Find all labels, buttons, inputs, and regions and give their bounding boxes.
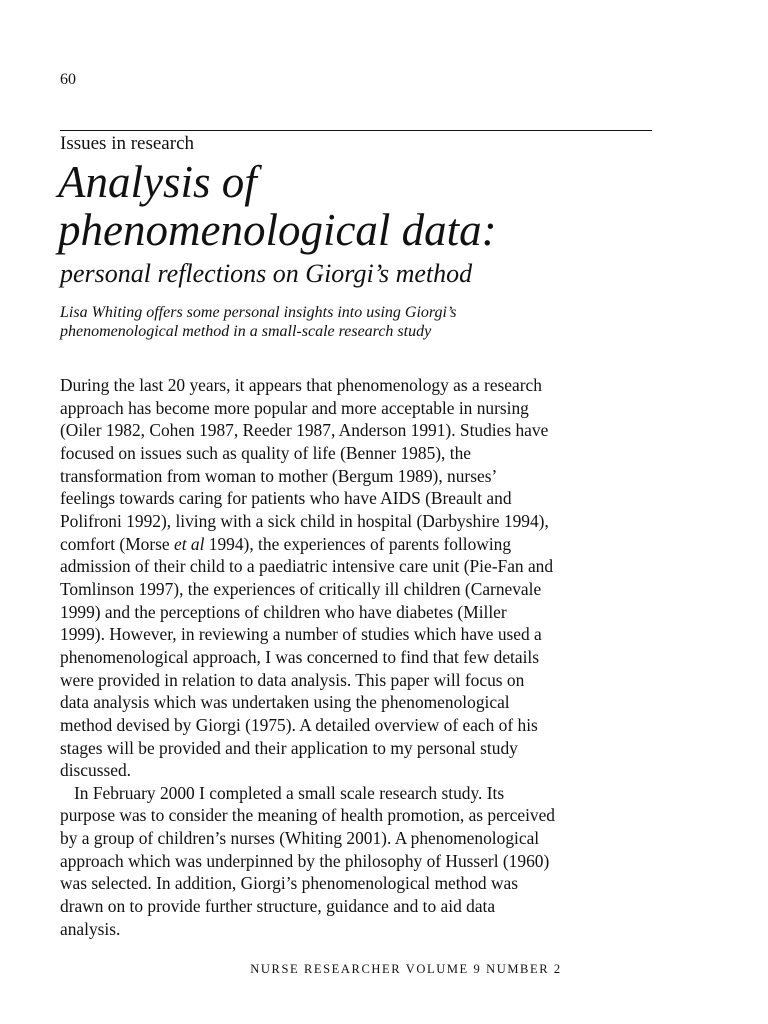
body-line: purpose was to consider the meaning of health promotion, as perceived: [60, 805, 556, 826]
journal-footer: NURSE RESEARCHER VOLUME 9 NUMBER 2: [250, 962, 562, 976]
page-number: 60: [60, 71, 76, 88]
body-line: Tomlinson 1997), the experiences of critically ill children (Carnevale: [60, 578, 542, 599]
body-line: discussed.: [60, 760, 132, 781]
body-line: During the last 20 years, it appears that phenomenology as a research: [60, 375, 542, 395]
body-line: was selected. In addition, Giorgi’s phenomenological method was: [60, 873, 519, 894]
standfirst-line: phenomenological method in a small-scale research study: [60, 323, 432, 340]
body-line: Polifroni 1992), living with a sick child in hospital (Darbyshire 1994),: [60, 510, 549, 531]
paragraph-2: [60, 782, 660, 941]
body-line: In February 2000 I completed a small scale research study. Its: [74, 782, 505, 803]
comfort-text-before: comfort (Morse: [60, 533, 174, 554]
body-line: analysis.: [60, 918, 121, 939]
body-line: drawn on to provide further structure, guidance and to aid data: [60, 896, 496, 917]
paragraph-1: [60, 374, 660, 782]
body-line: approach which was underpinned by the philosophy of Husserl (1960): [60, 850, 550, 871]
body-line: focused on issues such as quality of life (Benner 1985), the: [60, 442, 471, 463]
article-body: [60, 374, 660, 940]
section-label: Issues in research: [60, 133, 195, 154]
body-line: approach has become more popular and more acceptable in nursing: [60, 397, 529, 418]
body-line: (Oiler 1982, Cohen 1987, Reeder 1987, Anderson 1991). Studies have: [60, 420, 549, 441]
body-line: were provided in relation to data analysis. This paper will focus on: [60, 669, 525, 690]
body-line: feelings towards caring for patients who have AIDS (Breault and: [60, 488, 512, 509]
title-line: Analysis of: [58, 157, 257, 207]
body-line: 1999). However, in reviewing a number of studies which have used a: [60, 624, 542, 645]
et-al-italic: et al: [173, 533, 205, 554]
body-line: phenomenological approach, I was concerned to find that few details: [60, 646, 540, 667]
body-line: admission of their child to a paediatric intensive care unit (Pie-Fan and: [60, 556, 554, 577]
standfirst: [60, 303, 660, 341]
body-line: transformation from woman to mother (Bergum 1989), nurses’: [60, 465, 498, 486]
article-title: [58, 158, 698, 254]
body-line-comfort: [60, 533, 660, 556]
body-line: data analysis which was undertaken using the phenomenological: [60, 692, 510, 713]
body-line: 1999) and the perceptions of children who have diabetes (Miller: [60, 601, 507, 622]
body-line: method devised by Giorgi (1975). A detailed overview of each of his: [60, 714, 538, 735]
title-line: phenomenological data:: [58, 205, 497, 255]
body-line: stages will be provided and their application to my personal study: [60, 737, 518, 758]
article-subtitle: personal reflections on Giorgi’s method: [60, 259, 473, 288]
standfirst-line: Lisa Whiting offers some personal insights into using Giorgi’s: [60, 304, 457, 321]
comfort-text-after: 1994), the experiences of parents following: [204, 533, 512, 554]
body-line: by a group of children’s nurses (Whiting 2001). A phenomenological: [60, 828, 540, 849]
header-rule: [60, 130, 652, 131]
